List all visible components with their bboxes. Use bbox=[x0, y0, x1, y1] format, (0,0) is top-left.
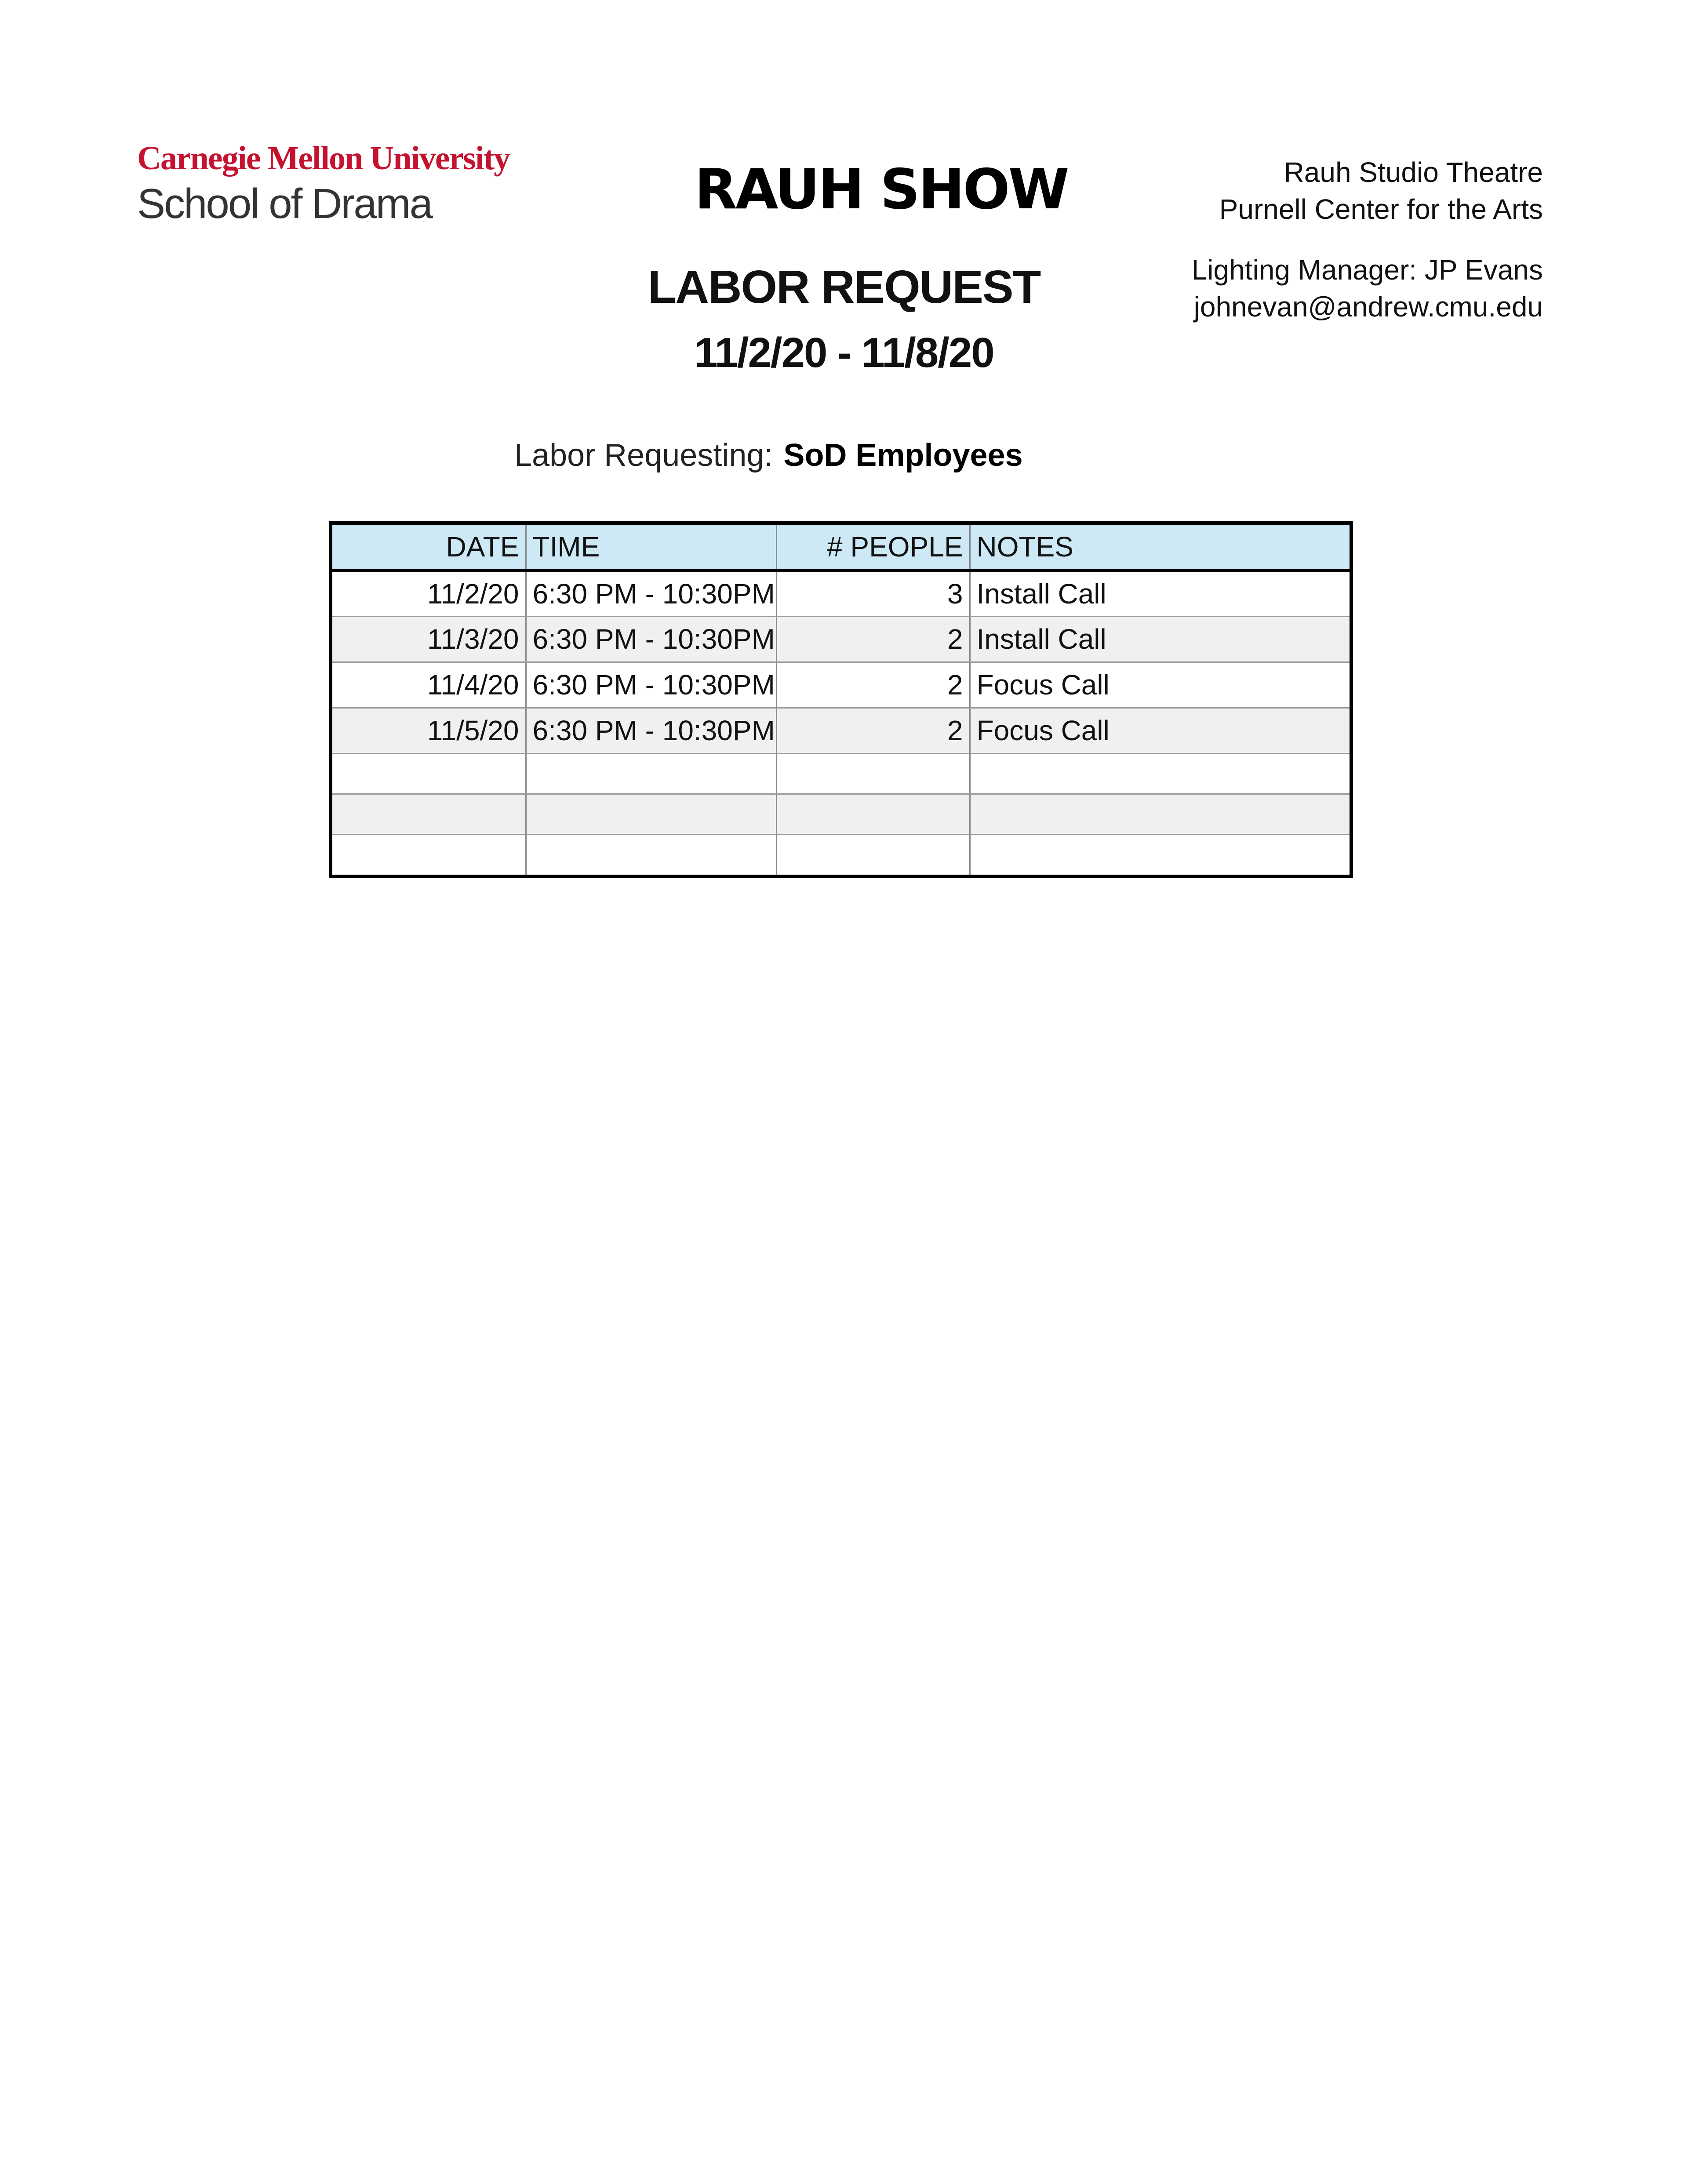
cell-notes: Install Call bbox=[970, 616, 1350, 662]
cell-date: 11/3/20 bbox=[332, 616, 526, 662]
labor-requesting-value: SoD Employees bbox=[783, 438, 1023, 473]
cell-notes bbox=[970, 794, 1350, 834]
cell-people: 3 bbox=[776, 571, 970, 616]
cell-notes: Focus Call bbox=[970, 662, 1350, 708]
cell-people bbox=[776, 834, 970, 875]
labor-table bbox=[332, 525, 1350, 875]
cell-date: 11/4/20 bbox=[332, 662, 526, 708]
table-row bbox=[332, 571, 1350, 616]
table-row bbox=[332, 708, 1350, 753]
cell-time bbox=[526, 794, 776, 834]
cell-time: 6:30 PM - 10:30PM bbox=[526, 662, 776, 708]
contact-block bbox=[1192, 251, 1543, 325]
cell-date: 11/2/20 bbox=[332, 571, 526, 616]
cell-time bbox=[526, 834, 776, 875]
cell-time: 6:30 PM - 10:30PM bbox=[526, 571, 776, 616]
cell-notes bbox=[970, 834, 1350, 875]
table-row-empty bbox=[332, 753, 1350, 794]
cell-people: 2 bbox=[776, 708, 970, 753]
table-row bbox=[332, 662, 1350, 708]
show-title: RAUH SHOW bbox=[695, 157, 1068, 222]
column-header-notes: NOTES bbox=[970, 525, 1350, 571]
cell-people: 2 bbox=[776, 662, 970, 708]
venue-building: Purnell Center for the Arts bbox=[1219, 193, 1543, 225]
table-row bbox=[332, 616, 1350, 662]
cell-notes: Focus Call bbox=[970, 708, 1350, 753]
venue-name: Rauh Studio Theatre bbox=[1284, 156, 1543, 188]
cell-people bbox=[776, 753, 970, 794]
column-header-date: DATE bbox=[332, 525, 526, 571]
university-name: Carnegie Mellon University bbox=[137, 140, 510, 177]
table-row-empty bbox=[332, 794, 1350, 834]
cell-notes bbox=[970, 753, 1350, 794]
venue-block bbox=[1219, 154, 1543, 228]
column-header-time: TIME bbox=[526, 525, 776, 571]
cmu-drama-logo bbox=[137, 142, 509, 225]
lighting-manager: Lighting Manager: JP Evans bbox=[1191, 254, 1543, 286]
cell-date bbox=[332, 753, 526, 794]
labor-requesting-label: Labor Requesting: bbox=[514, 438, 773, 473]
table-row-empty bbox=[332, 834, 1350, 875]
cell-date bbox=[332, 794, 526, 834]
cell-date bbox=[332, 834, 526, 875]
cell-time bbox=[526, 753, 776, 794]
date-range: 11/2/20 - 11/8/20 bbox=[694, 329, 994, 376]
school-name: School of Drama bbox=[137, 180, 432, 227]
column-header-people: # PEOPLE bbox=[776, 525, 970, 571]
cell-people: 2 bbox=[776, 616, 970, 662]
cell-time: 6:30 PM - 10:30PM bbox=[526, 616, 776, 662]
cell-notes: Install Call bbox=[970, 571, 1350, 616]
cell-date: 11/5/20 bbox=[332, 708, 526, 753]
table-header-row bbox=[332, 525, 1350, 571]
cell-people bbox=[776, 794, 970, 834]
cell-time: 6:30 PM - 10:30PM bbox=[526, 708, 776, 753]
labor-requesting bbox=[514, 440, 1023, 471]
labor-table-frame bbox=[329, 521, 1353, 878]
document-title: LABOR REQUEST bbox=[648, 261, 1040, 313]
contact-email: johnevan@andrew.cmu.edu bbox=[1193, 291, 1543, 323]
